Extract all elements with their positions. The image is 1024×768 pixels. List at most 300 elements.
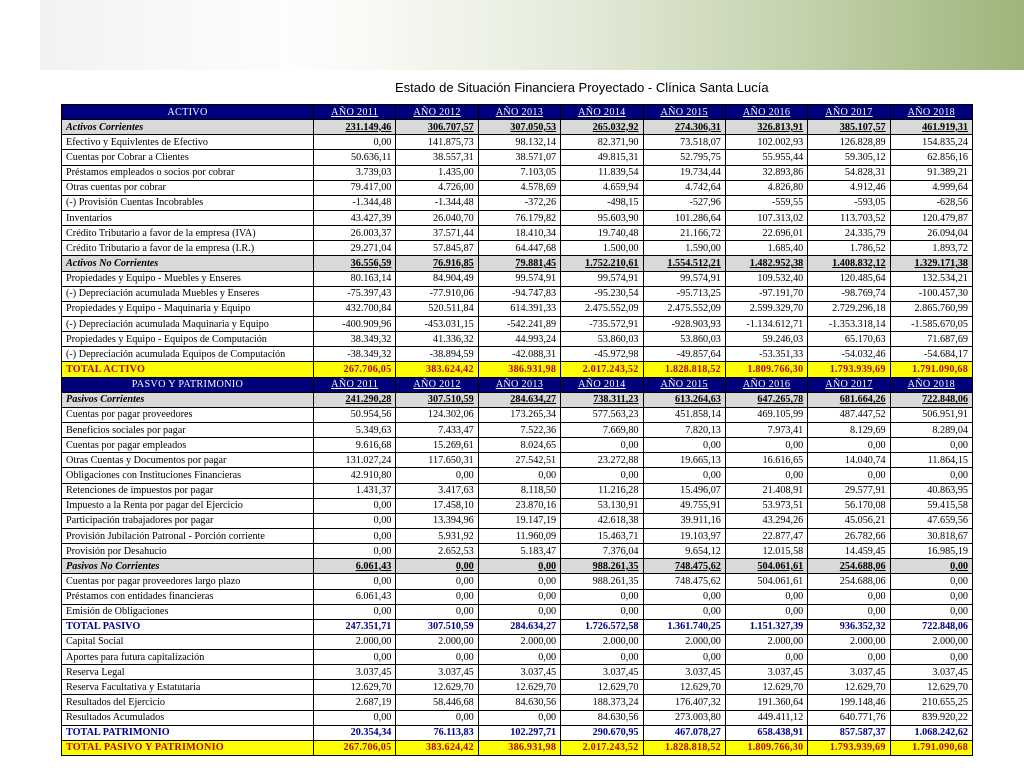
value-cell: 19.103,97	[643, 528, 725, 543]
value-cell: 3.037,45	[396, 665, 478, 680]
balance-sheet-body	[62, 105, 973, 756]
table-row	[62, 468, 973, 483]
value-cell: 210.655,25	[890, 695, 972, 710]
value-cell: 326.813,91	[725, 120, 807, 135]
value-cell: 126.828,89	[808, 135, 890, 150]
value-cell: 0,00	[643, 650, 725, 665]
table-row	[62, 165, 973, 180]
row-label: Inventarios	[62, 210, 314, 225]
value-cell: 40.863,95	[890, 483, 972, 498]
value-cell: 0,00	[561, 589, 643, 604]
value-cell: 1.068.242,62	[890, 725, 972, 740]
value-cell: 131.027,24	[314, 453, 396, 468]
table-row	[62, 680, 973, 695]
table-row	[62, 513, 973, 528]
value-cell: 101.286,64	[643, 210, 725, 225]
value-cell: 0,00	[890, 438, 972, 453]
row-label: Otras cuentas por cobrar	[62, 180, 314, 195]
table-row	[62, 589, 973, 604]
value-cell: 41.336,32	[396, 332, 478, 347]
value-cell: 5.183,47	[478, 544, 560, 559]
value-cell: 1.828.818,52	[643, 740, 725, 755]
value-cell: 0,00	[890, 650, 972, 665]
table-row	[62, 710, 973, 725]
value-cell: 306.707,57	[396, 120, 478, 135]
value-cell: 76.113,83	[396, 725, 478, 740]
value-cell: 1.500,00	[561, 241, 643, 256]
value-cell: 0,00	[890, 604, 972, 619]
value-cell: 0,00	[396, 589, 478, 604]
value-cell: 0,00	[478, 574, 560, 589]
row-label: Activos Corrientes	[62, 120, 314, 135]
value-cell: 0,00	[561, 604, 643, 619]
value-cell: -94.747,83	[478, 286, 560, 301]
value-cell: -100.457,30	[890, 286, 972, 301]
row-label: Cuentas por pagar empleados	[62, 438, 314, 453]
total-row	[62, 362, 973, 377]
value-cell: 3.417,63	[396, 483, 478, 498]
value-cell: -54.032,46	[808, 347, 890, 362]
value-cell: 0,00	[561, 468, 643, 483]
value-cell: 0,00	[890, 589, 972, 604]
value-cell: 132.534,21	[890, 271, 972, 286]
value-cell: 839.920,22	[890, 710, 972, 725]
value-cell: 17.458,10	[396, 498, 478, 513]
value-cell: 0,00	[890, 574, 972, 589]
value-cell: 936.352,32	[808, 619, 890, 634]
value-cell: 0,00	[478, 650, 560, 665]
value-cell: 113.703,52	[808, 210, 890, 225]
value-cell: 988.261,35	[561, 559, 643, 574]
value-cell: 231.149,46	[314, 120, 396, 135]
value-cell: 12.629,70	[643, 680, 725, 695]
value-cell: 99.574,91	[478, 271, 560, 286]
value-cell: 504.061,61	[725, 574, 807, 589]
value-cell: 681.664,26	[808, 392, 890, 407]
value-cell: 467.078,27	[643, 725, 725, 740]
value-cell: 50.954,56	[314, 407, 396, 422]
table-row	[62, 135, 973, 150]
row-label: Participación trabajadores por pagar	[62, 513, 314, 528]
total-row	[62, 725, 973, 740]
value-cell: 307.510,59	[396, 619, 478, 634]
value-cell: 52.795,75	[643, 150, 725, 165]
row-label: Crédito Tributario a favor de la empresa (IVA)	[62, 226, 314, 241]
row-label: Pasivos Corrientes	[62, 392, 314, 407]
value-cell: 7.433,47	[396, 422, 478, 437]
value-cell: 6.061,43	[314, 589, 396, 604]
row-label: Efectivo y Equivlentes de Efectivo	[62, 135, 314, 150]
value-cell: 9.654,12	[643, 544, 725, 559]
value-cell: -1.585.670,05	[890, 316, 972, 331]
value-cell: 120.479,87	[890, 210, 972, 225]
value-cell: 2.000,00	[890, 634, 972, 649]
value-cell: 1.482.952,38	[725, 256, 807, 271]
value-cell: 290.670,95	[561, 725, 643, 740]
value-cell: 0,00	[808, 650, 890, 665]
value-cell: 12.629,70	[478, 680, 560, 695]
table-row	[62, 195, 973, 210]
value-cell: -45.972,98	[561, 347, 643, 362]
value-cell: 0,00	[808, 589, 890, 604]
table-row	[62, 634, 973, 649]
value-cell: -75.397,43	[314, 286, 396, 301]
value-cell: 0,00	[643, 468, 725, 483]
value-cell: 95.603,90	[561, 210, 643, 225]
value-cell: 2.865.760,99	[890, 301, 972, 316]
table-row	[62, 498, 973, 513]
value-cell: 4.726,00	[396, 180, 478, 195]
value-cell: 469.105,99	[725, 407, 807, 422]
value-cell: 0,00	[478, 710, 560, 725]
value-cell: 613.264,63	[643, 392, 725, 407]
value-cell: 16.985,19	[890, 544, 972, 559]
value-cell: 49.815,31	[561, 150, 643, 165]
value-cell: 12.629,70	[890, 680, 972, 695]
value-cell: 47.659,56	[890, 513, 972, 528]
value-cell: 2.652,53	[396, 544, 478, 559]
value-cell: 2.729.296,18	[808, 301, 890, 316]
value-cell: 3.037,45	[725, 665, 807, 680]
value-cell: 188.373,24	[561, 695, 643, 710]
row-label: Impuesto a la Renta por pagar del Ejercicio	[62, 498, 314, 513]
table-row	[62, 438, 973, 453]
value-cell: -54.684,17	[890, 347, 972, 362]
value-cell: 2.000,00	[808, 634, 890, 649]
section-header-row	[62, 105, 973, 120]
value-cell: 53.860,03	[643, 332, 725, 347]
value-cell: 254.688,06	[808, 574, 890, 589]
value-cell: 461.919,31	[890, 120, 972, 135]
value-cell: 7.820,13	[643, 422, 725, 437]
table-row	[62, 226, 973, 241]
section-header-row	[62, 377, 973, 392]
value-cell: 1.793.939,69	[808, 740, 890, 755]
row-label: Obligaciones con Instituciones Financieras	[62, 468, 314, 483]
value-cell: 102.002,93	[725, 135, 807, 150]
row-label: (-) Depreciación acumulada Maquinaria y Equipo	[62, 316, 314, 331]
year-header: AÑO 2018	[890, 377, 972, 392]
value-cell: 3.037,45	[314, 665, 396, 680]
value-cell: 2.475.552,09	[561, 301, 643, 316]
value-cell: 307.050,53	[478, 120, 560, 135]
value-cell: 73.518,07	[643, 135, 725, 150]
value-cell: 7.973,41	[725, 422, 807, 437]
value-cell: 0,00	[396, 650, 478, 665]
table-row	[62, 574, 973, 589]
row-label: Provisión Jubilación Patronal - Porción corriente	[62, 528, 314, 543]
subtotal-row	[62, 120, 973, 135]
value-cell: -97.191,70	[725, 286, 807, 301]
year-header: AÑO 2014	[561, 377, 643, 392]
table-row	[62, 150, 973, 165]
value-cell: 1.329.171,38	[890, 256, 972, 271]
value-cell: 176.407,32	[643, 695, 725, 710]
table-row	[62, 483, 973, 498]
value-cell: 117.650,31	[396, 453, 478, 468]
value-cell: 59.305,12	[808, 150, 890, 165]
value-cell: 0,00	[314, 498, 396, 513]
row-label: (-) Depreciación acumulada Muebles y Enseres	[62, 286, 314, 301]
table-row	[62, 544, 973, 559]
year-header: AÑO 2016	[725, 377, 807, 392]
row-label: Resultados del Ejercicio	[62, 695, 314, 710]
value-cell: 307.510,59	[396, 392, 478, 407]
year-header: AÑO 2013	[478, 105, 560, 120]
value-cell: -49.857,64	[643, 347, 725, 362]
value-cell: 76.179,82	[478, 210, 560, 225]
value-cell: 15.269,61	[396, 438, 478, 453]
value-cell: -95.713,25	[643, 286, 725, 301]
value-cell: 44.993,24	[478, 332, 560, 347]
value-cell: 65.170,63	[808, 332, 890, 347]
year-header: AÑO 2018	[890, 105, 972, 120]
table-row	[62, 528, 973, 543]
value-cell: 2.000,00	[478, 634, 560, 649]
value-cell: -1.353.318,14	[808, 316, 890, 331]
table-row	[62, 407, 973, 422]
year-header: AÑO 2015	[643, 377, 725, 392]
table-row	[62, 210, 973, 225]
value-cell: 2.000,00	[561, 634, 643, 649]
value-cell: 640.771,76	[808, 710, 890, 725]
value-cell: 43.294,26	[725, 513, 807, 528]
value-cell: 0,00	[314, 513, 396, 528]
row-label: Propiedades y Equipo - Equipos de Computación	[62, 332, 314, 347]
value-cell: 8.118,50	[478, 483, 560, 498]
value-cell: 21.408,91	[725, 483, 807, 498]
value-cell: 84.630,56	[561, 710, 643, 725]
value-cell: 0,00	[725, 589, 807, 604]
value-cell: 57.845,87	[396, 241, 478, 256]
value-cell: 22.696,01	[725, 226, 807, 241]
value-cell: 432.700,84	[314, 301, 396, 316]
value-cell: 2.475.552,09	[643, 301, 725, 316]
row-label: Retenciones de impuestos por pagar	[62, 483, 314, 498]
section-header: ACTIVO	[62, 105, 314, 120]
value-cell: 1.786,52	[808, 241, 890, 256]
value-cell: -559,55	[725, 195, 807, 210]
value-cell: 2.017.243,52	[561, 740, 643, 755]
row-label: Otras Cuentas y Documentos por pagar	[62, 453, 314, 468]
row-label: Cuentas por pagar proveedores	[62, 407, 314, 422]
value-cell: 19.147,19	[478, 513, 560, 528]
value-cell: 0,00	[561, 650, 643, 665]
value-cell: 0,00	[725, 604, 807, 619]
value-cell: 38.349,32	[314, 332, 396, 347]
value-cell: 30.818,67	[890, 528, 972, 543]
value-cell: 1.793.939,69	[808, 362, 890, 377]
value-cell: 0,00	[808, 438, 890, 453]
table-row	[62, 271, 973, 286]
value-cell: 42.618,38	[561, 513, 643, 528]
row-label: Provisión por Desahucio	[62, 544, 314, 559]
value-cell: 1.408.832,12	[808, 256, 890, 271]
value-cell: 14.459,45	[808, 544, 890, 559]
value-cell: 9.616,68	[314, 438, 396, 453]
value-cell: 53.130,91	[561, 498, 643, 513]
value-cell: 26.094,04	[890, 226, 972, 241]
row-label: TOTAL PASIVO	[62, 619, 314, 634]
value-cell: 154.835,24	[890, 135, 972, 150]
value-cell: 3.037,45	[890, 665, 972, 680]
value-cell: 383.624,42	[396, 740, 478, 755]
value-cell: 7.669,80	[561, 422, 643, 437]
row-label: Crédito Tributario a favor de la empresa (I.R.)	[62, 241, 314, 256]
value-cell: 49.755,91	[643, 498, 725, 513]
value-cell: 22.877,47	[725, 528, 807, 543]
value-cell: 1.554.512,21	[643, 256, 725, 271]
value-cell: 26.782,66	[808, 528, 890, 543]
value-cell: 0,00	[396, 710, 478, 725]
year-header: AÑO 2012	[396, 377, 478, 392]
value-cell: 4.659,94	[561, 180, 643, 195]
table-row	[62, 241, 973, 256]
year-header: AÑO 2014	[561, 105, 643, 120]
value-cell: 55.955,44	[725, 150, 807, 165]
row-label: Préstamos empleados o socios por cobrar	[62, 165, 314, 180]
value-cell: 3.037,45	[808, 665, 890, 680]
value-cell: 64.447,68	[478, 241, 560, 256]
value-cell: -593,05	[808, 195, 890, 210]
value-cell: 98.132,14	[478, 135, 560, 150]
value-cell: -928.903,93	[643, 316, 725, 331]
value-cell: 0,00	[643, 604, 725, 619]
table-row	[62, 347, 973, 362]
value-cell: 53.973,51	[725, 498, 807, 513]
value-cell: 3.739,03	[314, 165, 396, 180]
value-cell: 614.391,33	[478, 301, 560, 316]
value-cell: 23.272,88	[561, 453, 643, 468]
value-cell: 58.446,68	[396, 695, 478, 710]
value-cell: 0,00	[478, 604, 560, 619]
value-cell: 59.246,03	[725, 332, 807, 347]
value-cell: 19.734,44	[643, 165, 725, 180]
value-cell: 32.893,86	[725, 165, 807, 180]
value-cell: 19.740,48	[561, 226, 643, 241]
value-cell: 1.431,37	[314, 483, 396, 498]
value-cell: 1.752.210,61	[561, 256, 643, 271]
value-cell: 1.151.327,39	[725, 619, 807, 634]
value-cell: 0,00	[725, 438, 807, 453]
value-cell: 3.037,45	[561, 665, 643, 680]
value-cell: -1.344,48	[396, 195, 478, 210]
value-cell: 1.893,72	[890, 241, 972, 256]
value-cell: 7.103,05	[478, 165, 560, 180]
value-cell: 43.427,39	[314, 210, 396, 225]
value-cell: -628,56	[890, 195, 972, 210]
value-cell: 173.265,34	[478, 407, 560, 422]
value-cell: 722.848,06	[890, 392, 972, 407]
value-cell: 12.629,70	[808, 680, 890, 695]
value-cell: 8.024,65	[478, 438, 560, 453]
table-row	[62, 332, 973, 347]
value-cell: 386.931,98	[478, 362, 560, 377]
value-cell: 0,00	[478, 589, 560, 604]
row-label: (-) Depreciación acumulada Equipos de Computación	[62, 347, 314, 362]
table-row	[62, 650, 973, 665]
row-label: (-) Provisión Cuentas Incobrables	[62, 195, 314, 210]
year-header: AÑO 2011	[314, 105, 396, 120]
value-cell: 0,00	[478, 559, 560, 574]
value-cell: 99.574,91	[561, 271, 643, 286]
value-cell: 0,00	[314, 574, 396, 589]
value-cell: 4.742,64	[643, 180, 725, 195]
value-cell: 1.809.766,30	[725, 362, 807, 377]
value-cell: 0,00	[314, 710, 396, 725]
value-cell: 3.037,45	[643, 665, 725, 680]
value-cell: 0,00	[725, 650, 807, 665]
subtotal-row	[62, 559, 973, 574]
subtotal-row	[62, 392, 973, 407]
value-cell: 8.289,04	[890, 422, 972, 437]
value-cell: 658.438,91	[725, 725, 807, 740]
value-cell: 56.170,08	[808, 498, 890, 513]
year-header: AÑO 2017	[808, 105, 890, 120]
total-row	[62, 740, 973, 755]
value-cell: 273.003,80	[643, 710, 725, 725]
value-cell: 0,00	[314, 135, 396, 150]
value-cell: 267.706,05	[314, 362, 396, 377]
value-cell: 79.417,00	[314, 180, 396, 195]
value-cell: 506.951,91	[890, 407, 972, 422]
value-cell: 45.056,21	[808, 513, 890, 528]
value-cell: 1.435,00	[396, 165, 478, 180]
value-cell: 54.828,31	[808, 165, 890, 180]
value-cell: 738.311,23	[561, 392, 643, 407]
value-cell: 2.017.243,52	[561, 362, 643, 377]
value-cell: -42.088,31	[478, 347, 560, 362]
year-header: AÑO 2011	[314, 377, 396, 392]
value-cell: 15.496,07	[643, 483, 725, 498]
value-cell: 84.904,49	[396, 271, 478, 286]
row-label: Propiedades y Equipo - Muebles y Enseres	[62, 271, 314, 286]
year-header: AÑO 2017	[808, 377, 890, 392]
value-cell: 76.916,85	[396, 256, 478, 271]
row-label: Beneficios sociales por pagar	[62, 422, 314, 437]
value-cell: 11.864,15	[890, 453, 972, 468]
value-cell: 504.061,61	[725, 559, 807, 574]
value-cell: 274.306,31	[643, 120, 725, 135]
value-cell: 0,00	[396, 559, 478, 574]
value-cell: 988.261,35	[561, 574, 643, 589]
value-cell: -735.572,91	[561, 316, 643, 331]
total-row	[62, 619, 973, 634]
value-cell: -77.910,06	[396, 286, 478, 301]
value-cell: 241.290,28	[314, 392, 396, 407]
value-cell: 2.687,19	[314, 695, 396, 710]
row-label: Resultados Acumulados	[62, 710, 314, 725]
value-cell: 2.000,00	[725, 634, 807, 649]
value-cell: 124.302,06	[396, 407, 478, 422]
value-cell: 11.960,09	[478, 528, 560, 543]
table-row	[62, 422, 973, 437]
value-cell: 50.636,11	[314, 150, 396, 165]
value-cell: 4.578,69	[478, 180, 560, 195]
value-cell: 102.297,71	[478, 725, 560, 740]
value-cell: 0,00	[890, 559, 972, 574]
value-cell: 4.912,46	[808, 180, 890, 195]
value-cell: 857.587,37	[808, 725, 890, 740]
value-cell: 36.556,59	[314, 256, 396, 271]
value-cell: 62.856,16	[890, 150, 972, 165]
value-cell: 42.910,80	[314, 468, 396, 483]
value-cell: 0,00	[314, 604, 396, 619]
value-cell: -498,15	[561, 195, 643, 210]
value-cell: 53.860,03	[561, 332, 643, 347]
value-cell: 0,00	[890, 468, 972, 483]
value-cell: 26.040,70	[396, 210, 478, 225]
